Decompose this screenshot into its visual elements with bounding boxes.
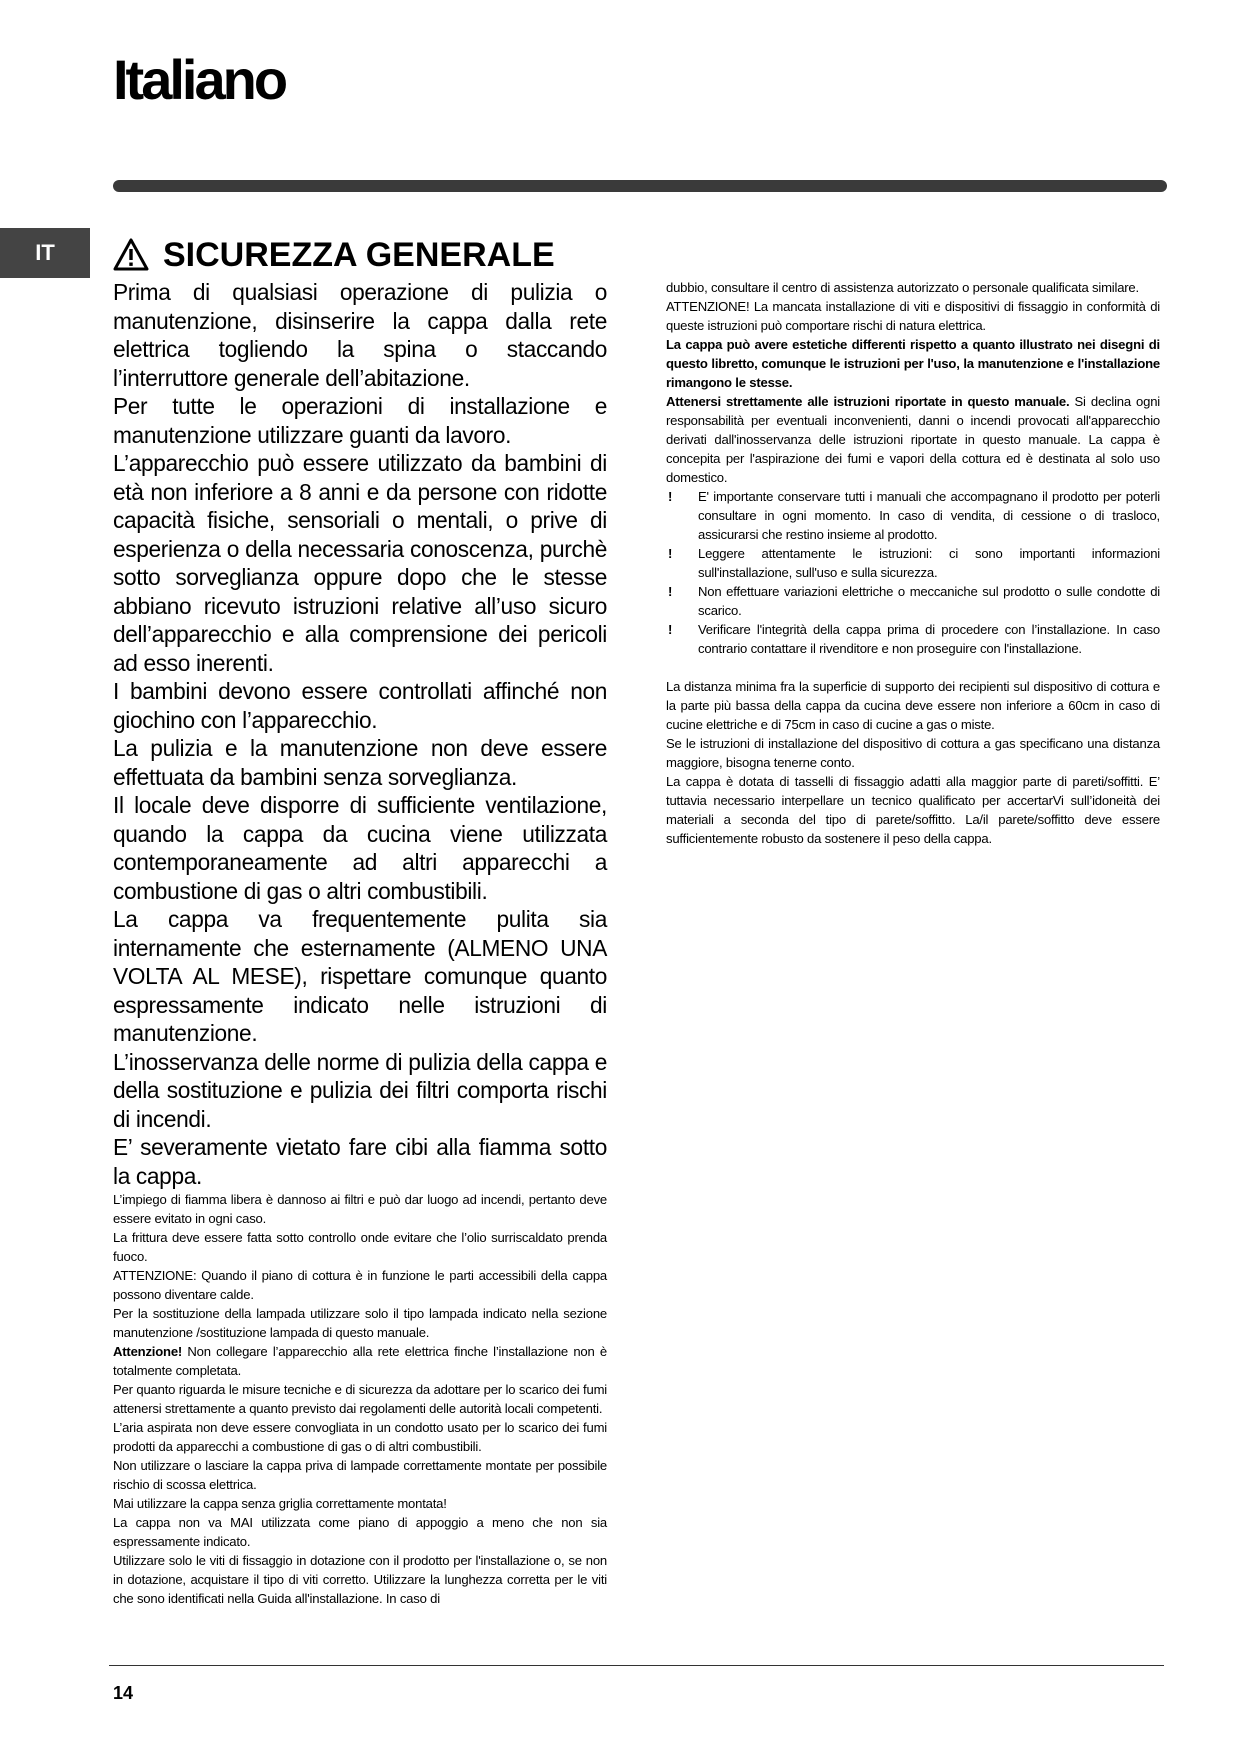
paragraph: Il locale deve disporre di sufficiente ventilazione, quando la cappa da cucina viene utilizzata contemporaneamente ad altri apparecchi a combustione di gas o altri combustibili. (113, 792, 607, 904)
section-heading (113, 237, 555, 273)
paragraph: La cappa non va MAI utilizzata come piano di appoggio a meno che non sia espressamente indicato. (113, 1515, 607, 1549)
warning-triangle-icon (113, 237, 149, 273)
bullet-item: ! Non effettuare variazioni elettriche o meccaniche sul prodotto o sulle condotte di scarico. (668, 584, 1160, 618)
paragraph: L’inosservanza delle norme di pulizia della cappa e della sostituzione e pulizia dei filtri comporta rischi di incendi. (113, 1048, 607, 1132)
paragraph: La frittura deve essere fatta sotto controllo onde evitare che l’olio surriscaldato prenda fuoco. (113, 1230, 607, 1264)
paragraph: L’impiego di fiamma libera è dannoso ai filtri e può dar luogo ad incendi, pertanto deve essere evitato in ogni caso. (113, 1192, 607, 1226)
paragraph: Attenersi strettamente alle istruzioni riportate in questo manuale. Si declina ogni responsabilità per eventuali inconvenienti, danni o incendi provocati all'apparecchio derivati dall'inosservanza delle istruzioni riportate in questo manuale. La cappa è concepita per l'aspirazione dei fumi e vapori della cottura ed è destinata al solo uso domestico. (666, 394, 1160, 485)
paragraph: I bambini devono essere controllati affinché non giochino con l’apparecchio. (113, 678, 607, 733)
small-text-block (113, 1190, 607, 1608)
paragraph: Prima di qualsiasi operazione di pulizia o manutenzione, disinserire la cappa dalla rete elettrica togliendo la spina o staccando l’interruttore generale dell’abitazione. (113, 279, 607, 391)
exclamation-icon: ! (668, 622, 673, 637)
bullet-item: ! Verificare l'integrità della cappa prima di procedere con l’installazione. In caso contrario contattare il rivenditore e non proseguire con l'installazione. (668, 622, 1160, 656)
exclamation-icon: ! (668, 489, 673, 504)
paragraph: ATTENZIONE: Quando il piano di cottura è in funzione le parti accessibili della cappa possono diventare calde. (113, 1268, 607, 1302)
header-rule (113, 180, 1167, 192)
attention-label: Attenzione! (113, 1344, 183, 1359)
paragraph: Per quanto riguarda le misure tecniche e di sicurezza da adottare per lo scarico dei fumi attenersi strettamente a quanto previsto dai regolamenti delle autorità locali competenti. (113, 1382, 607, 1416)
paragraph: Per la sostituzione della lampada utilizzare solo il tipo lampada indicato nella sezione manutenzione /sostituzione lampada di questo manuale. (113, 1306, 607, 1340)
attention-paragraph (113, 1342, 607, 1380)
language-tab: IT (0, 228, 90, 278)
exclamation-icon: ! (668, 546, 673, 561)
large-text-block (113, 278, 607, 1190)
paragraph: L’apparecchio può essere utilizzato da bambini di età non inferiore a 8 anni e da persone con ridotte capacità fisiche, sensoriali o mentali, o prive di esperienza o della necessaria conoscenza, purchè sotto sorveglianza oppure dopo che le stesse abbiano ricevuto istruzioni relative all’uso sicuro dell’apparecchio e alla comprensione dei pericoli ad esso inerenti. (113, 450, 607, 676)
page-number: 14 (113, 1683, 134, 1703)
paragraph: L’aria aspirata non deve essere convogliata in un condotto usato per lo scarico dei fumi prodotti da apparecchi a combustione di gas o di altri combustibili. (113, 1420, 607, 1454)
paragraph: Mai utilizzare la cappa senza griglia correttamente montata! (113, 1496, 447, 1511)
paragraph: Non utilizzare o lasciare la cappa priva di lampade correttamente montate per possibile rischio di scossa elettrica. (113, 1458, 607, 1492)
bullet-item: ! E' importante conservare tutti i manuali che accompagnano il prodotto per poterli consultare in ogni momento. In caso di vendita, di cessione o di trasloco, assicurarsi che restino insieme al prodotto. (668, 489, 1160, 542)
right-column (666, 278, 1160, 848)
paragraph: La cappa è dotata di tasselli di fissaggio adatti alla maggior parte di pareti/soffitti. E’ tuttavia necessario interpellare un tecnico qualificato per accertarVi sull’idoneità dei materiali a seconda del tipo di parete/soffitto. La/il parete/soffitto deve essere sufficientemente robusto da sostenere il peso della cappa. (666, 774, 1160, 846)
paragraph: Per tutte le operazioni di installazione e manutenzione utilizzare guanti da lavoro. (113, 393, 607, 448)
paragraph: La pulizia e la manutenzione non deve essere effettuata da bambini senza sorveglianza. (113, 735, 607, 790)
paragraph: La cappa va frequentemente pulita sia internamente che esternamente (ALMENO UNA VOLTA AL MESE), rispettare comunque quanto espressamente indicato nelle istruzioni di manutenzione. (113, 906, 607, 1046)
paragraph: La distanza minima fra la superficie di supporto dei recipienti sul dispositivo di cottura e la parte più bassa della cappa da cucina deve essere non inferiore a 60cm in caso di cucine elettriche e di 75cm in caso di cucine a gas o miste. (666, 679, 1160, 732)
footer-rule (109, 1665, 1164, 1666)
paragraph: Se le istruzioni di installazione del dispositivo di cottura a gas specificano una distanza maggiore, bisogna tenerne conto. (666, 736, 1160, 770)
paragraph: ATTENZIONE! La mancata installazione di viti e dispositivi di fissaggio in conformità di queste istruzioni può comportare rischi di natura elettrica. (666, 299, 1160, 333)
bold-lead: Attenersi strettamente alle istruzioni riportate in questo manuale. (666, 394, 1070, 409)
exclamation-icon: ! (668, 584, 673, 599)
language-title: Italiano (113, 48, 286, 111)
paragraph: Utilizzare solo le viti di fissaggio in dotazione con il prodotto per l'installazione o, se non in dotazione, acquistare il tipo di viti corretto. Utilizzare la lunghezza corretta per le viti che sono identificati nella Guida all'installazione. In caso di (113, 1553, 607, 1606)
section-title: SICUREZZA GENERALE (163, 236, 555, 274)
bold-paragraph: La cappa può avere estetiche differenti rispetto a quanto illustrato nei disegni di questo libretto, comunque le istruzioni per l'uso, la manutenzione e l'installazione rimangono le stesse. (666, 337, 1160, 390)
paragraph: E’ severamente vietato fare cibi alla fiamma sotto la cappa. (113, 1134, 607, 1189)
left-column (113, 278, 607, 1608)
paragraph: dubbio, consultare il centro di assistenza autorizzato o personale qualificata similare. (666, 280, 1139, 295)
bullet-item: ! Leggere attentamente le istruzioni: ci sono importanti informazioni sull'installazione, sull'uso e sulla sicurezza. (668, 546, 1160, 580)
attention-text: Non collegare l’apparecchio alla rete elettrica finche l’installazione non è totalmente completata. (113, 1344, 607, 1378)
